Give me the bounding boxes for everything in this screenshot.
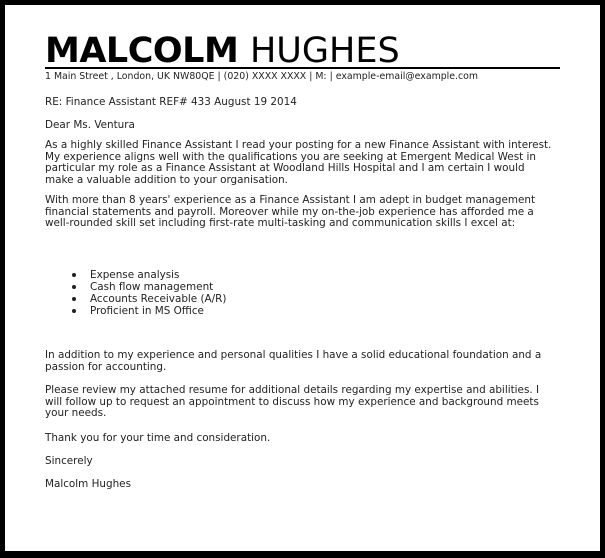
list-item [70, 305, 226, 317]
skill-label: Expense analysis [90, 269, 180, 281]
name-first: MALCOLM [45, 31, 239, 71]
paragraph-line: make a valuable addition to your organisation. [45, 173, 288, 186]
bullet-icon [72, 309, 76, 313]
paragraph-line: your needs. [45, 407, 107, 419]
paragraph-line: particular my role as a Finance Assistant at Woodland Hills Hospital and I am certain I would [45, 162, 525, 174]
list-item [70, 293, 226, 305]
salutation: Dear Ms. Ventura [45, 119, 135, 131]
re-line: RE: Finance Assistant REF# 433 August 19 2014 [45, 96, 297, 108]
bullet-icon [72, 273, 76, 277]
skill-label: Cash flow management [90, 281, 214, 293]
paragraph-follow-up [45, 385, 565, 420]
letter-header-name [45, 33, 400, 69]
paragraph-thanks: Thank you for your time and consideration. [45, 432, 271, 444]
list-item [70, 281, 226, 293]
paragraph-line: passion for accounting. [45, 360, 167, 373]
paragraph-intro [45, 140, 565, 186]
skill-label: Accounts Receivable (A/R) [90, 293, 227, 305]
name-last: HUGHES [249, 31, 400, 71]
paragraph-line: As a highly skilled Finance Assistant I read your posting for a new Finance Assistant with interest. [45, 139, 552, 151]
list-item [70, 269, 226, 281]
contact-line: 1 Main Street , London, UK NW80QE | (020) XXXX XXXX | M: | example-email@example.com [45, 71, 479, 82]
paragraph-line: In addition to my experience and personal qualities I have a solid educational foundation and a [45, 349, 542, 361]
skill-label: Proficient in MS Office [90, 305, 204, 317]
bullet-icon [72, 285, 76, 289]
paragraph-line: Please review my attached resume for additional details regarding my expertise and abilities. I [45, 384, 540, 396]
bullet-icon [72, 297, 76, 301]
skills-list [70, 269, 226, 317]
letter-page [5, 5, 600, 551]
signature-name: Malcolm Hughes [45, 478, 131, 490]
paragraph-line: well-rounded skill set including first-rate multi-tasking and communication skills I excel at: [45, 217, 516, 229]
paragraph-line: financial statements and payroll. Moreover while my on-the-job experience has afforded me a [45, 205, 534, 218]
paragraph-education [45, 350, 565, 373]
paragraph-experience [45, 195, 565, 230]
header-rule [45, 67, 560, 69]
closing: Sincerely [45, 455, 93, 467]
paragraph-line: My experience aligns well with the qualifications you are seeking at Emergent Medical West in [45, 150, 536, 163]
paragraph-line: With more than 8 years' experience as a Finance Assistant I am adept in budget management [45, 194, 536, 206]
paragraph-line: will follow up to request an appointment to discuss how my experience and background meets [45, 395, 539, 408]
